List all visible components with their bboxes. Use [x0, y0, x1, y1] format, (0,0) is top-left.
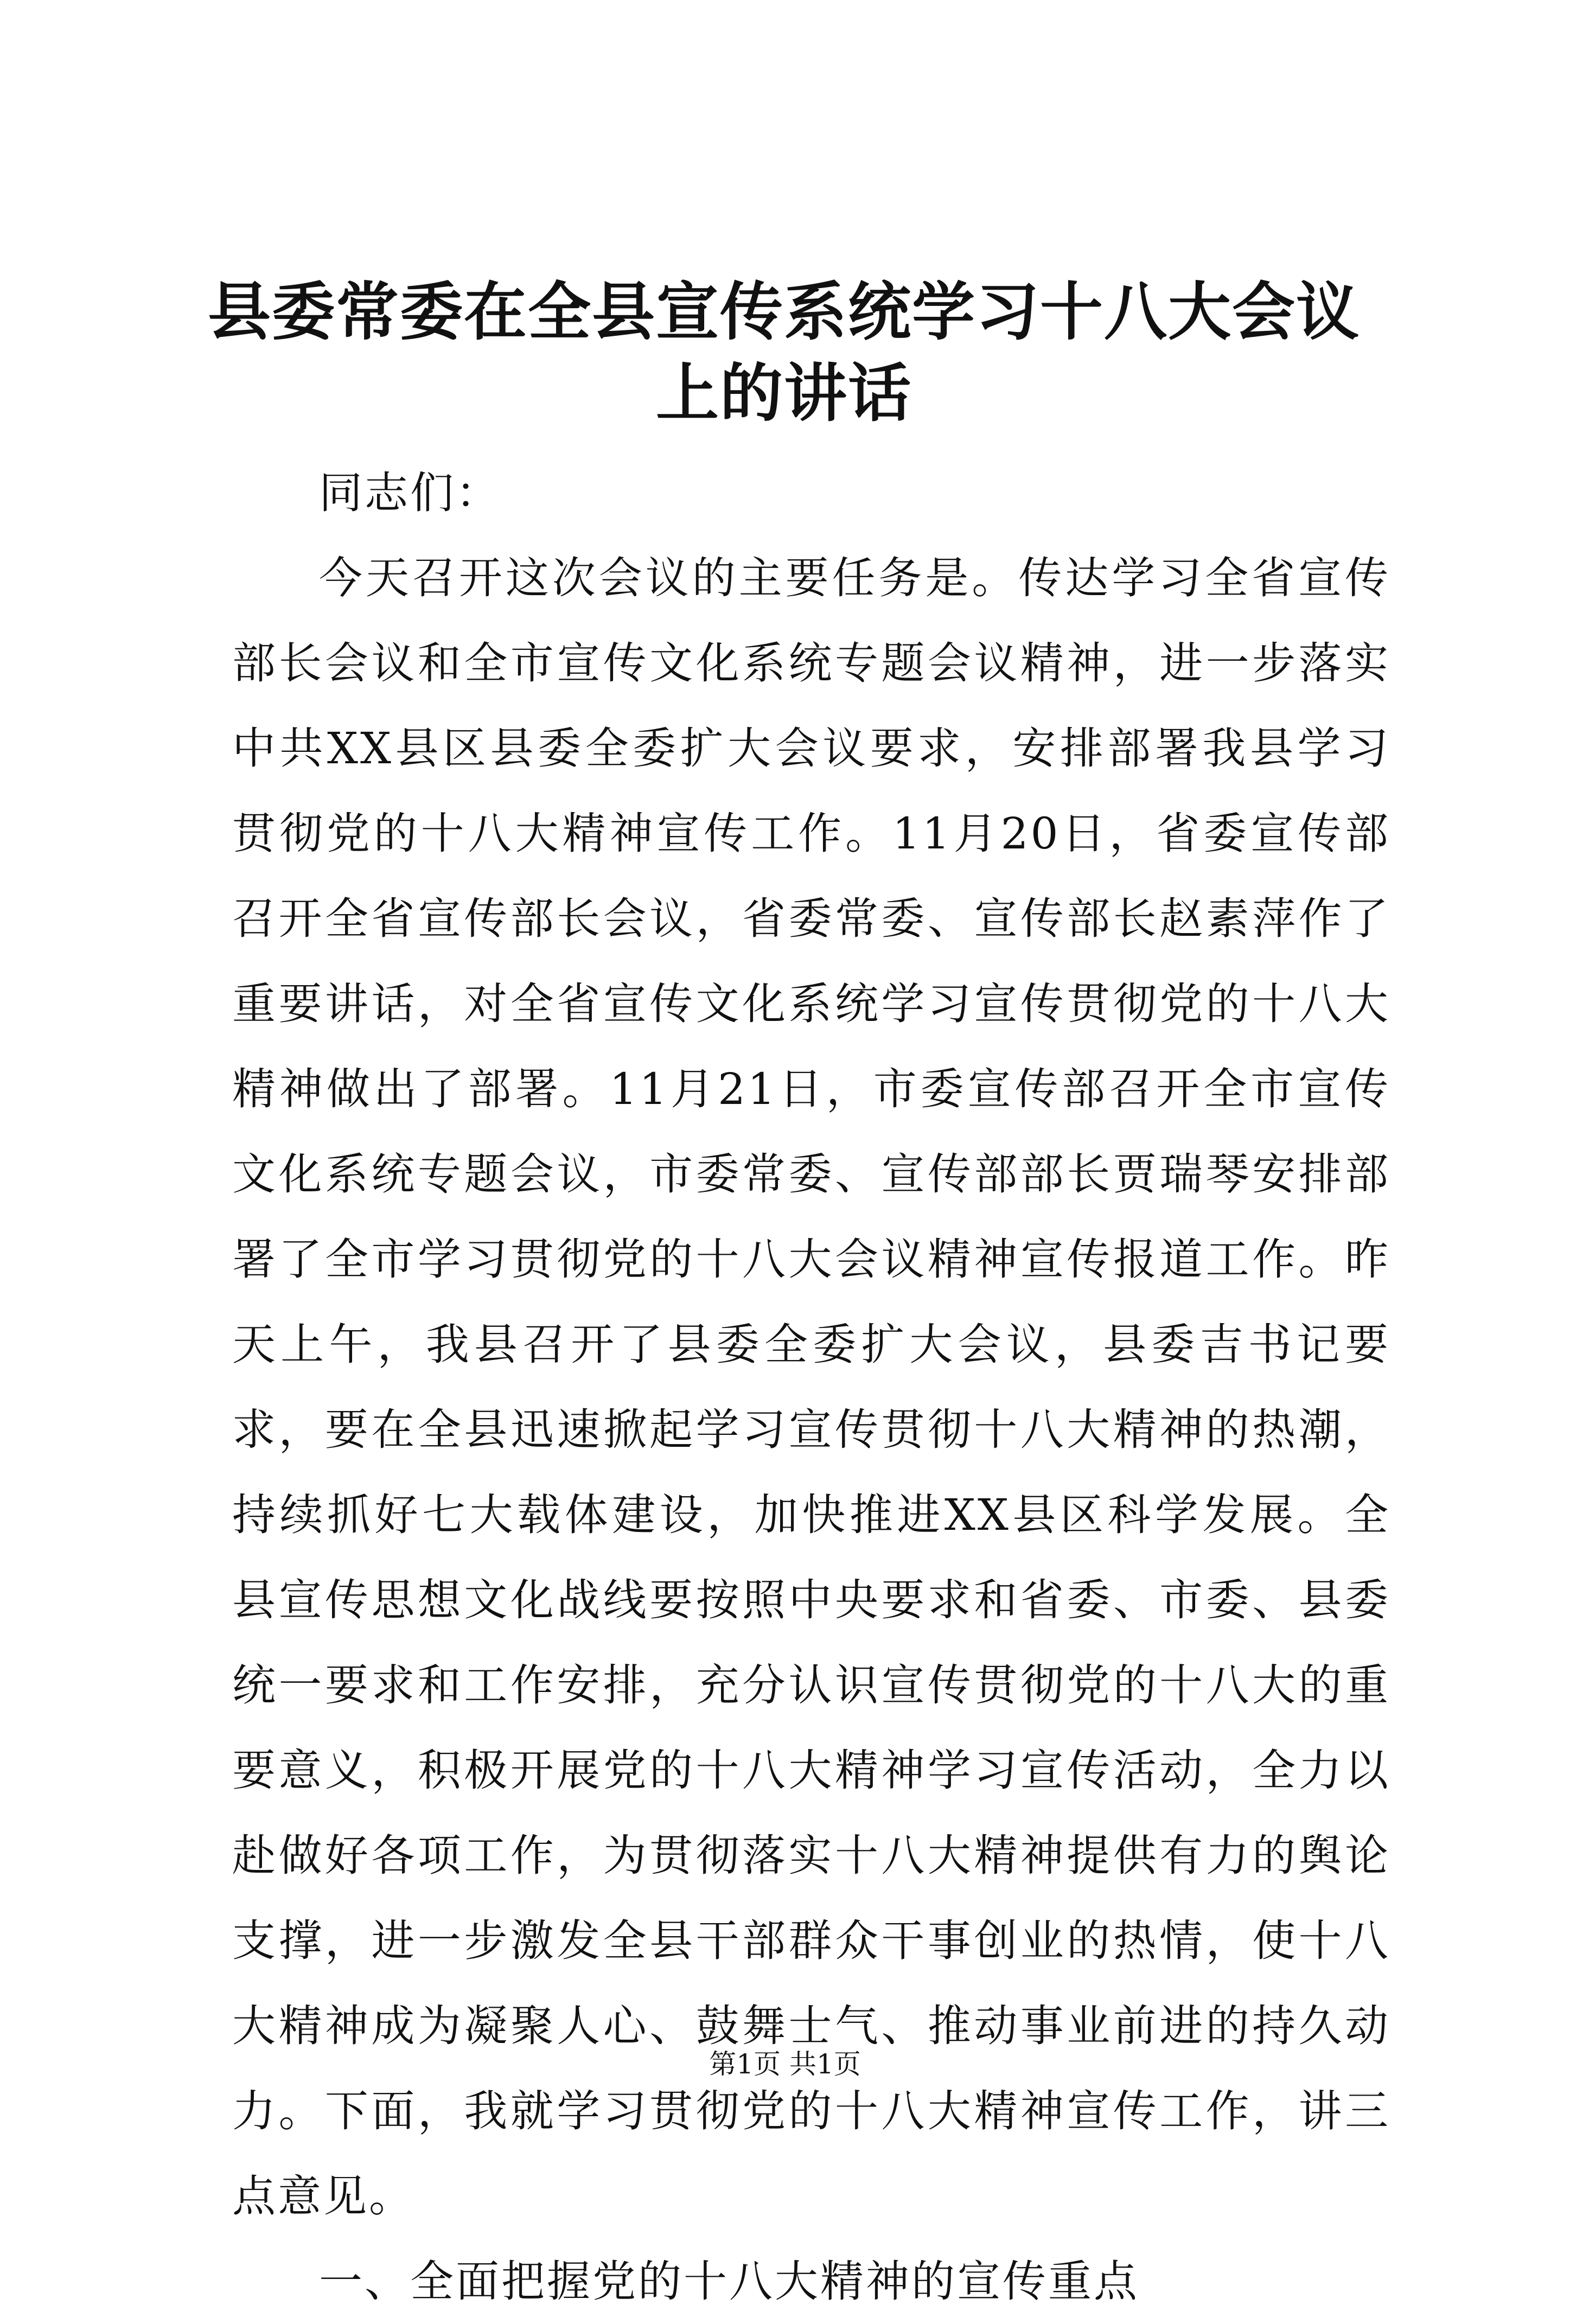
- body-paragraph: 今天召开这次会议的主要任务是。传达学习全省宣传部长会议和全市宣传文化系统专题会议精神，进一步落实中共XX县区县委全委扩大会议要求，安排部署我县学习贯彻党的十八大精神宣传工作。11月20日，省委宣传部召开全省宣传部长会议，省委常委、宣传部长赵素萍作了重要讲话，对全省宣传文化系统学习宣传贯彻党的十八大精神做出了部署。11月21日，市委宣传部召开全市宣传文化系统专题会议，市委常委、宣传部部长贾瑞琴安排部署了全市学习贯彻党的十八大会议精神宣传报道工作。昨天上午，我县召开了县委全委扩大会议，县委吉书记要求，要在全县迅速掀起学习宣传贯彻十八大精神的热潮，持续抓好七大载体建设，加快推进XX县区科学发展。全县宣传思想文化战线要按照中央要求和省委、市委、县委统一要求和工作安排，充分认识宣传贯彻党的十八大的重要意义，积极开展党的十八大精神学习宣传活动，全力以赴做好各项工作，为贯彻落实十八大精神提供有力的舆论支撑，进一步激发全县干部群众干事创业的热情，使十八大精神成为凝聚人心、鼓舞士气、推动事业前进的持久动力。下面，我就学习贯彻党的十八大精神宣传工作，讲三点意见。: [232, 553, 1390, 2221]
- document-body: [232, 450, 1390, 2324]
- page-footer: 第1页 共1页: [709, 2048, 861, 2080]
- section-heading: 一、全面把握党的十八大精神的宣传重点: [319, 2256, 1139, 2307]
- salutation: 同志们：: [319, 468, 501, 518]
- document-title: 县委常委在全县宣传系统学习十八大会议上的讲话: [208, 275, 1360, 430]
